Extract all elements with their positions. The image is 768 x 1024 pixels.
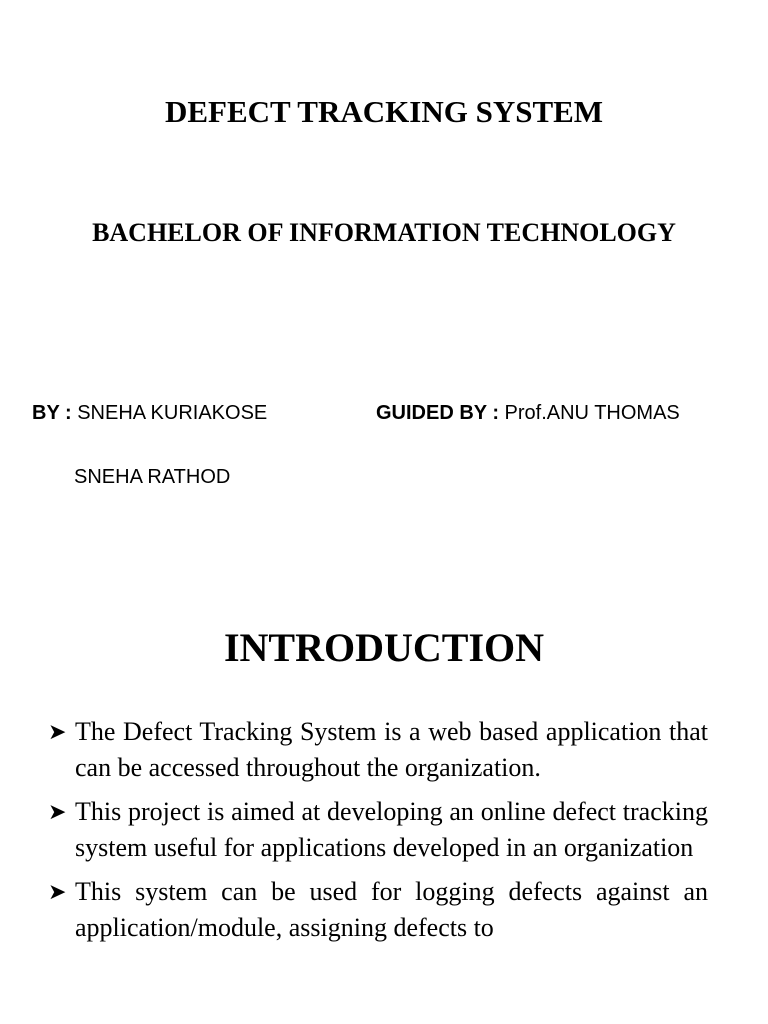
degree-subtitle: BACHELOR OF INFORMATION TECHNOLOGY (92, 218, 676, 247)
arrowhead-bullet-icon: ➤ (48, 879, 67, 904)
author-name-1: SNEHA KURIAKOSE (71, 402, 268, 424)
bullet-item (48, 714, 708, 786)
arrowhead-bullet-icon: ➤ (48, 719, 67, 744)
bullet-text: The Defect Tracking System is a web based application that can be accessed throughout the organization. (75, 717, 708, 782)
introduction-bullet-list (48, 714, 708, 954)
guide-line (376, 402, 680, 425)
presentation-title: DEFECT TRACKING SYSTEM (164, 94, 604, 129)
guided-by-label: GUIDED BY : (376, 402, 499, 424)
bullet-text: This system can be used for logging defects against an application/module, assigning defects to (75, 877, 708, 942)
by-label: BY : (32, 402, 72, 424)
authors-line (32, 402, 267, 425)
author-name-2: SNEHA RATHOD (74, 466, 231, 488)
arrowhead-bullet-icon: ➤ (48, 799, 67, 824)
bullet-item (48, 874, 708, 946)
bullet-text: This project is aimed at developing an online defect tracking system useful for applications developed in an organization (75, 797, 708, 862)
introduction-slide (0, 560, 768, 1024)
guide-name: Prof.ANU THOMAS (498, 402, 680, 424)
bullet-item (48, 794, 708, 866)
introduction-heading: INTRODUCTION (223, 625, 545, 670)
